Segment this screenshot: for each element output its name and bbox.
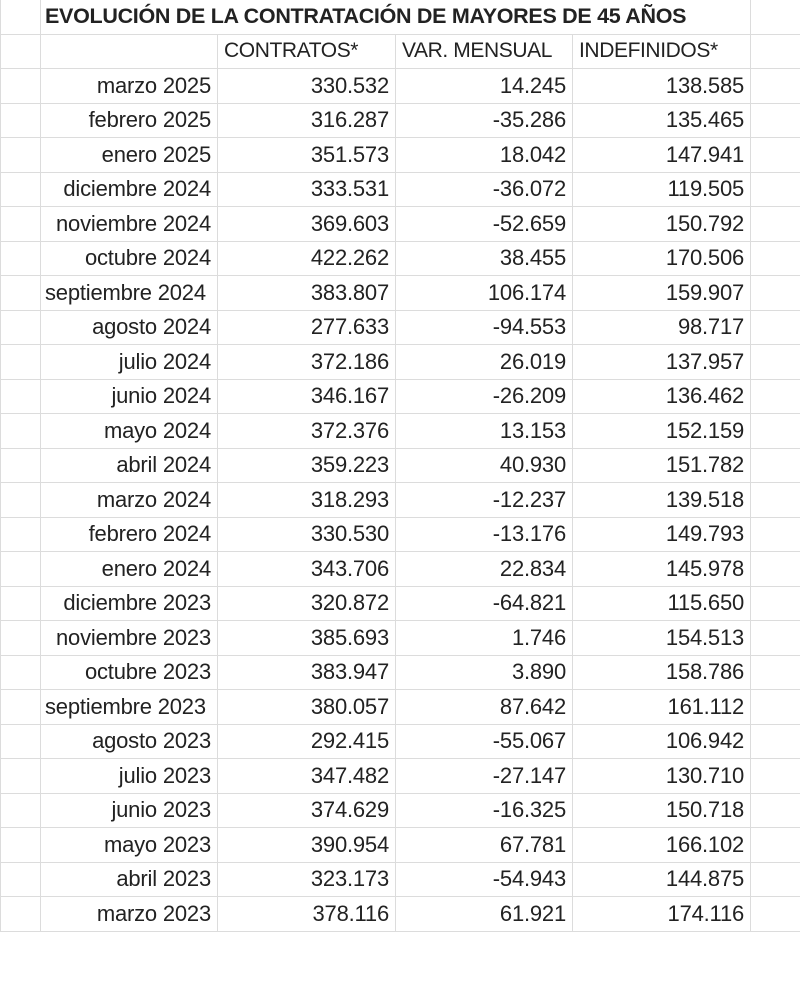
table-row xyxy=(1,448,800,483)
month-cell[interactable]: agosto 2024 xyxy=(41,310,218,345)
contratos-cell[interactable]: 343.706 xyxy=(218,552,396,587)
cell[interactable] xyxy=(751,276,800,311)
cell[interactable] xyxy=(1,828,41,863)
indefinidos-cell[interactable]: 174.116 xyxy=(573,897,751,932)
table-row xyxy=(1,552,800,587)
contratos-cell[interactable]: 292.415 xyxy=(218,724,396,759)
contratos-cell[interactable]: 316.287 xyxy=(218,103,396,138)
cell[interactable] xyxy=(751,586,800,621)
indefinidos-cell[interactable]: 151.782 xyxy=(573,448,751,483)
indefinidos-cell[interactable]: 135.465 xyxy=(573,103,751,138)
table-row xyxy=(1,69,800,104)
indefinidos-cell[interactable]: 161.112 xyxy=(573,690,751,725)
cell[interactable] xyxy=(1,241,41,276)
contratos-cell[interactable]: 422.262 xyxy=(218,241,396,276)
var-mensual-cell[interactable]: -16.325 xyxy=(396,793,573,828)
contratos-cell[interactable]: 390.954 xyxy=(218,828,396,863)
cell[interactable] xyxy=(1,172,41,207)
cell[interactable] xyxy=(1,621,41,656)
table-row xyxy=(1,793,800,828)
table-row xyxy=(1,897,800,932)
month-cell[interactable]: septiembre 2023 xyxy=(41,690,218,725)
indefinidos-cell[interactable]: 98.717 xyxy=(573,310,751,345)
month-cell[interactable]: enero 2024 xyxy=(41,552,218,587)
cell[interactable] xyxy=(1,552,41,587)
contratos-cell[interactable]: 351.573 xyxy=(218,138,396,173)
cell[interactable] xyxy=(751,552,800,587)
cell[interactable] xyxy=(751,138,800,173)
cell[interactable] xyxy=(751,207,800,242)
cell[interactable] xyxy=(751,345,800,380)
indefinidos-cell[interactable]: 150.792 xyxy=(573,207,751,242)
table-row xyxy=(1,276,800,311)
cell[interactable] xyxy=(751,759,800,794)
cell[interactable] xyxy=(751,793,800,828)
var-mensual-cell[interactable]: 106.174 xyxy=(396,276,573,311)
table-row xyxy=(1,517,800,552)
cell[interactable] xyxy=(751,483,800,518)
indefinidos-cell[interactable]: 147.941 xyxy=(573,138,751,173)
indefinidos-cell[interactable]: 149.793 xyxy=(573,517,751,552)
indefinidos-cell[interactable]: 158.786 xyxy=(573,655,751,690)
indefinidos-cell[interactable]: 136.462 xyxy=(573,379,751,414)
month-cell[interactable]: marzo 2023 xyxy=(41,897,218,932)
var-mensual-cell[interactable]: 22.834 xyxy=(396,552,573,587)
contratos-cell[interactable]: 323.173 xyxy=(218,862,396,897)
cell[interactable] xyxy=(751,34,800,69)
table-row xyxy=(1,241,800,276)
contratos-cell[interactable]: 347.482 xyxy=(218,759,396,794)
table-row xyxy=(1,724,800,759)
table-row xyxy=(1,483,800,518)
indefinidos-cell[interactable]: 144.875 xyxy=(573,862,751,897)
table-row xyxy=(1,103,800,138)
cell[interactable] xyxy=(1,207,41,242)
contratos-cell[interactable]: 383.947 xyxy=(218,655,396,690)
var-mensual-cell[interactable]: 67.781 xyxy=(396,828,573,863)
table-title[interactable]: EVOLUCIÓN DE LA CONTRATACIÓN DE MAYORES DE 45 AÑOS xyxy=(41,0,751,34)
indefinidos-cell[interactable]: 152.159 xyxy=(573,414,751,449)
var-mensual-cell[interactable]: 18.042 xyxy=(396,138,573,173)
var-mensual-cell[interactable]: 1.746 xyxy=(396,621,573,656)
var-mensual-cell[interactable]: 40.930 xyxy=(396,448,573,483)
var-mensual-cell[interactable]: -52.659 xyxy=(396,207,573,242)
table-row xyxy=(1,759,800,794)
month-cell[interactable]: mayo 2023 xyxy=(41,828,218,863)
cell[interactable] xyxy=(751,0,800,34)
cell[interactable] xyxy=(1,0,41,34)
contratos-cell[interactable]: 320.872 xyxy=(218,586,396,621)
month-cell[interactable]: octubre 2024 xyxy=(41,241,218,276)
month-cell[interactable]: abril 2024 xyxy=(41,448,218,483)
indefinidos-cell[interactable]: 115.650 xyxy=(573,586,751,621)
table-row xyxy=(1,828,800,863)
var-mensual-cell[interactable]: -36.072 xyxy=(396,172,573,207)
indefinidos-cell[interactable]: 119.505 xyxy=(573,172,751,207)
indefinidos-cell[interactable]: 130.710 xyxy=(573,759,751,794)
cell[interactable] xyxy=(1,138,41,173)
var-mensual-cell[interactable]: 87.642 xyxy=(396,690,573,725)
table-row xyxy=(1,138,800,173)
cell[interactable] xyxy=(1,793,41,828)
cell[interactable] xyxy=(1,759,41,794)
header-contratos[interactable]: CONTRATOS* xyxy=(218,34,396,69)
cell[interactable] xyxy=(751,621,800,656)
cell[interactable] xyxy=(1,103,41,138)
indefinidos-cell[interactable]: 139.518 xyxy=(573,483,751,518)
cell[interactable] xyxy=(751,241,800,276)
cell[interactable] xyxy=(1,69,41,104)
indefinidos-cell[interactable]: 170.506 xyxy=(573,241,751,276)
month-cell[interactable]: abril 2023 xyxy=(41,862,218,897)
table-row xyxy=(1,655,800,690)
table-row xyxy=(1,310,800,345)
indefinidos-cell[interactable]: 137.957 xyxy=(573,345,751,380)
month-cell[interactable]: mayo 2024 xyxy=(41,414,218,449)
contratos-cell[interactable]: 372.376 xyxy=(218,414,396,449)
month-cell[interactable]: agosto 2023 xyxy=(41,724,218,759)
cell[interactable] xyxy=(751,517,800,552)
cell[interactable] xyxy=(1,586,41,621)
var-mensual-cell[interactable]: -12.237 xyxy=(396,483,573,518)
cell[interactable] xyxy=(1,276,41,311)
cell[interactable] xyxy=(751,103,800,138)
table-row xyxy=(1,862,800,897)
contratos-cell[interactable]: 372.186 xyxy=(218,345,396,380)
cell[interactable] xyxy=(751,690,800,725)
month-cell[interactable]: julio 2023 xyxy=(41,759,218,794)
var-mensual-cell[interactable]: -54.943 xyxy=(396,862,573,897)
var-mensual-cell[interactable]: 14.245 xyxy=(396,69,573,104)
indefinidos-cell[interactable]: 106.942 xyxy=(573,724,751,759)
month-cell[interactable]: febrero 2025 xyxy=(41,103,218,138)
cell[interactable] xyxy=(751,310,800,345)
cell[interactable] xyxy=(751,414,800,449)
cell[interactable] xyxy=(751,69,800,104)
cell[interactable] xyxy=(1,345,41,380)
contratos-cell[interactable]: 330.532 xyxy=(218,69,396,104)
contratos-cell[interactable]: 374.629 xyxy=(218,793,396,828)
var-mensual-cell[interactable]: -27.147 xyxy=(396,759,573,794)
month-cell[interactable]: febrero 2024 xyxy=(41,517,218,552)
cell[interactable] xyxy=(1,483,41,518)
table-row xyxy=(1,586,800,621)
contratos-cell[interactable]: 330.530 xyxy=(218,517,396,552)
cell[interactable] xyxy=(1,310,41,345)
indefinidos-cell[interactable]: 166.102 xyxy=(573,828,751,863)
cell[interactable] xyxy=(1,414,41,449)
cell[interactable] xyxy=(1,517,41,552)
cell[interactable] xyxy=(751,379,800,414)
cell[interactable] xyxy=(1,655,41,690)
month-cell[interactable]: noviembre 2023 xyxy=(41,621,218,656)
var-mensual-cell[interactable]: -64.821 xyxy=(396,586,573,621)
contratos-cell[interactable]: 346.167 xyxy=(218,379,396,414)
indefinidos-cell[interactable]: 154.513 xyxy=(573,621,751,656)
month-cell[interactable]: diciembre 2024 xyxy=(41,172,218,207)
indefinidos-cell[interactable]: 150.718 xyxy=(573,793,751,828)
cell[interactable] xyxy=(751,448,800,483)
var-mensual-cell[interactable]: -55.067 xyxy=(396,724,573,759)
month-cell[interactable]: septiembre 2024 xyxy=(41,276,218,311)
cell[interactable] xyxy=(1,897,41,932)
month-cell[interactable]: marzo 2024 xyxy=(41,483,218,518)
cell[interactable] xyxy=(751,828,800,863)
var-mensual-cell[interactable]: 26.019 xyxy=(396,345,573,380)
contratos-cell[interactable]: 359.223 xyxy=(218,448,396,483)
var-mensual-cell[interactable]: 38.455 xyxy=(396,241,573,276)
month-cell[interactable]: octubre 2023 xyxy=(41,655,218,690)
cell[interactable] xyxy=(1,34,41,69)
month-cell[interactable]: diciembre 2023 xyxy=(41,586,218,621)
table-row xyxy=(1,621,800,656)
cell[interactable] xyxy=(751,172,800,207)
var-mensual-cell[interactable]: -94.553 xyxy=(396,310,573,345)
cell[interactable] xyxy=(1,724,41,759)
table-row xyxy=(1,172,800,207)
var-mensual-cell[interactable]: -13.176 xyxy=(396,517,573,552)
contratos-cell[interactable]: 333.531 xyxy=(218,172,396,207)
cell[interactable] xyxy=(751,862,800,897)
contratos-cell[interactable]: 369.603 xyxy=(218,207,396,242)
header-indefinidos[interactable]: INDEFINIDOS* xyxy=(573,34,751,69)
month-cell[interactable]: julio 2024 xyxy=(41,345,218,380)
contratos-cell[interactable]: 380.057 xyxy=(218,690,396,725)
table-row xyxy=(1,414,800,449)
indefinidos-cell[interactable]: 145.978 xyxy=(573,552,751,587)
contratos-cell[interactable]: 318.293 xyxy=(218,483,396,518)
var-mensual-cell[interactable]: -35.286 xyxy=(396,103,573,138)
title-row xyxy=(1,0,800,34)
var-mensual-cell[interactable]: 61.921 xyxy=(396,897,573,932)
header-var-mensual[interactable]: VAR. MENSUAL xyxy=(396,34,573,69)
contratos-cell[interactable]: 277.633 xyxy=(218,310,396,345)
indefinidos-cell[interactable]: 159.907 xyxy=(573,276,751,311)
cell[interactable] xyxy=(1,448,41,483)
contratos-cell[interactable]: 385.693 xyxy=(218,621,396,656)
indefinidos-cell[interactable]: 138.585 xyxy=(573,69,751,104)
cell[interactable] xyxy=(751,724,800,759)
month-cell[interactable]: junio 2024 xyxy=(41,379,218,414)
table-row xyxy=(1,207,800,242)
month-cell[interactable]: marzo 2025 xyxy=(41,69,218,104)
contratos-cell[interactable]: 383.807 xyxy=(218,276,396,311)
month-cell[interactable]: noviembre 2024 xyxy=(41,207,218,242)
cell[interactable] xyxy=(1,862,41,897)
header-row xyxy=(1,34,800,69)
var-mensual-cell[interactable]: -26.209 xyxy=(396,379,573,414)
cell[interactable] xyxy=(1,690,41,725)
cell[interactable] xyxy=(41,34,218,69)
table-row xyxy=(1,690,800,725)
table-row xyxy=(1,379,800,414)
table-row xyxy=(1,345,800,380)
var-mensual-cell[interactable]: 3.890 xyxy=(396,655,573,690)
month-cell[interactable]: junio 2023 xyxy=(41,793,218,828)
cell[interactable] xyxy=(751,897,800,932)
month-cell[interactable]: enero 2025 xyxy=(41,138,218,173)
cell[interactable] xyxy=(751,655,800,690)
var-mensual-cell[interactable]: 13.153 xyxy=(396,414,573,449)
contratos-cell[interactable]: 378.116 xyxy=(218,897,396,932)
cell[interactable] xyxy=(1,379,41,414)
